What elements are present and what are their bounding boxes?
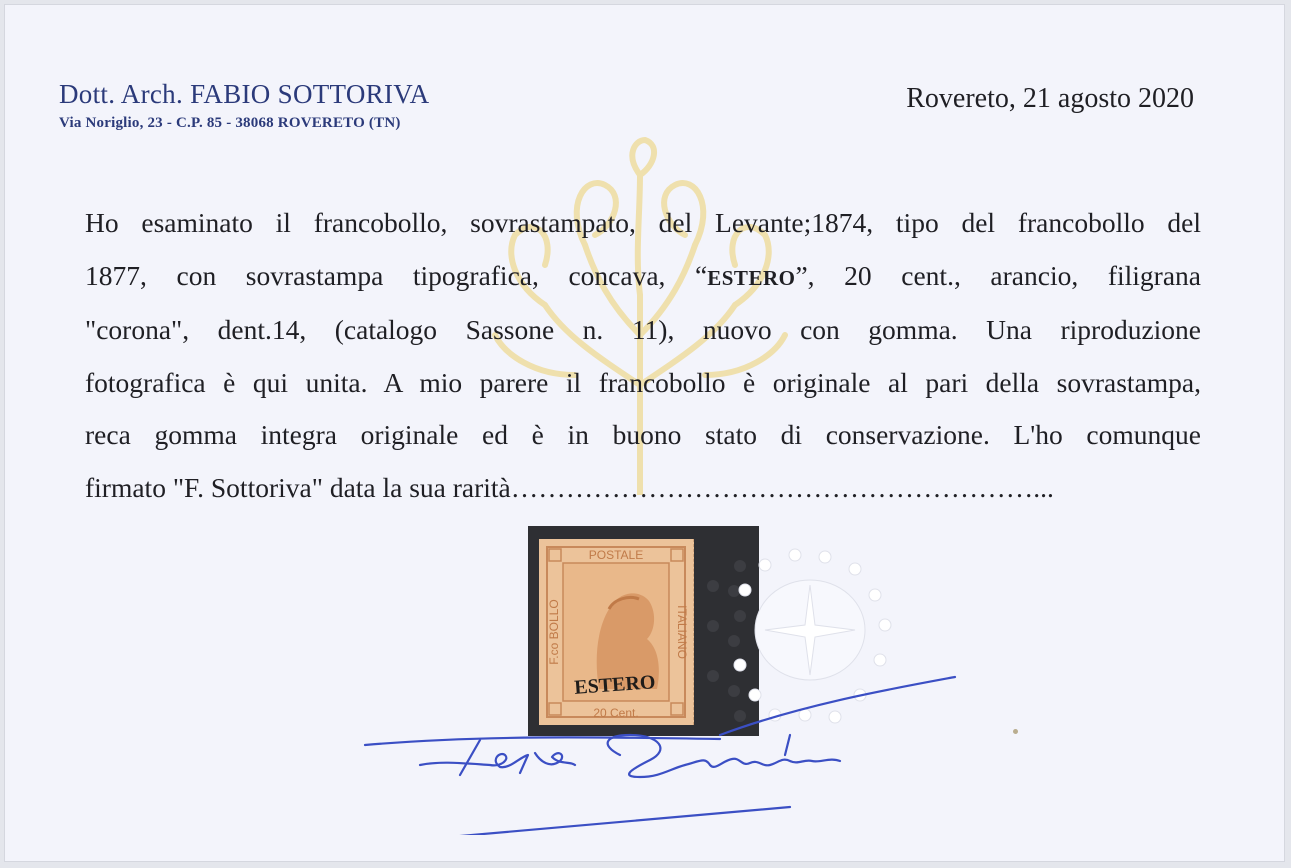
stamp-left-label: F.co BOLLO <box>547 599 561 665</box>
paper-speck <box>1013 729 1018 734</box>
body-line: reca gomma integra originale ed è in buono stato di conservazione. L'ho comunque <box>85 419 1201 450</box>
place-date: Rovereto, 21 agosto 2020 <box>906 83 1194 114</box>
body-line: Ho esaminato il francobollo, sovrastampato, del Levante;1874, tipo del francobollo del <box>85 207 1201 238</box>
body-line: fotografica è qui unita. A mio parere il francobollo è originale al pari della sovrastampa, <box>85 366 1201 398</box>
issuer-address: Via Noriglio, 23 - C.P. 85 - 38068 ROVERETO (TN) <box>59 115 401 131</box>
overprint-word: ESTERO <box>707 265 796 290</box>
certificate-body <box>85 197 1201 514</box>
body-line: firmato "F. Sottoriva" data la sua rarità…………………………………………………... <box>85 471 1054 503</box>
issuer-name: Dott. Arch. FABIO SOTTORIVA <box>59 79 430 109</box>
stamp-top-label: POSTALE <box>588 548 644 562</box>
certificate-card <box>4 4 1285 862</box>
signature <box>360 665 960 835</box>
body-line: "corona", dent.14, (catalogo Sassone n. 11), nuovo con gomma. Una riproduzione <box>85 314 1201 345</box>
stamp-right-label: ITALIANO <box>675 605 689 659</box>
body-line: 1877, con sovrastampa tipografica, concava, “ESTERO”, 20 cent., arancio, filigrana <box>85 259 1201 291</box>
stamp-overprint: ESTERO <box>573 671 657 699</box>
stamp-value: 20 Cent. <box>593 706 639 720</box>
